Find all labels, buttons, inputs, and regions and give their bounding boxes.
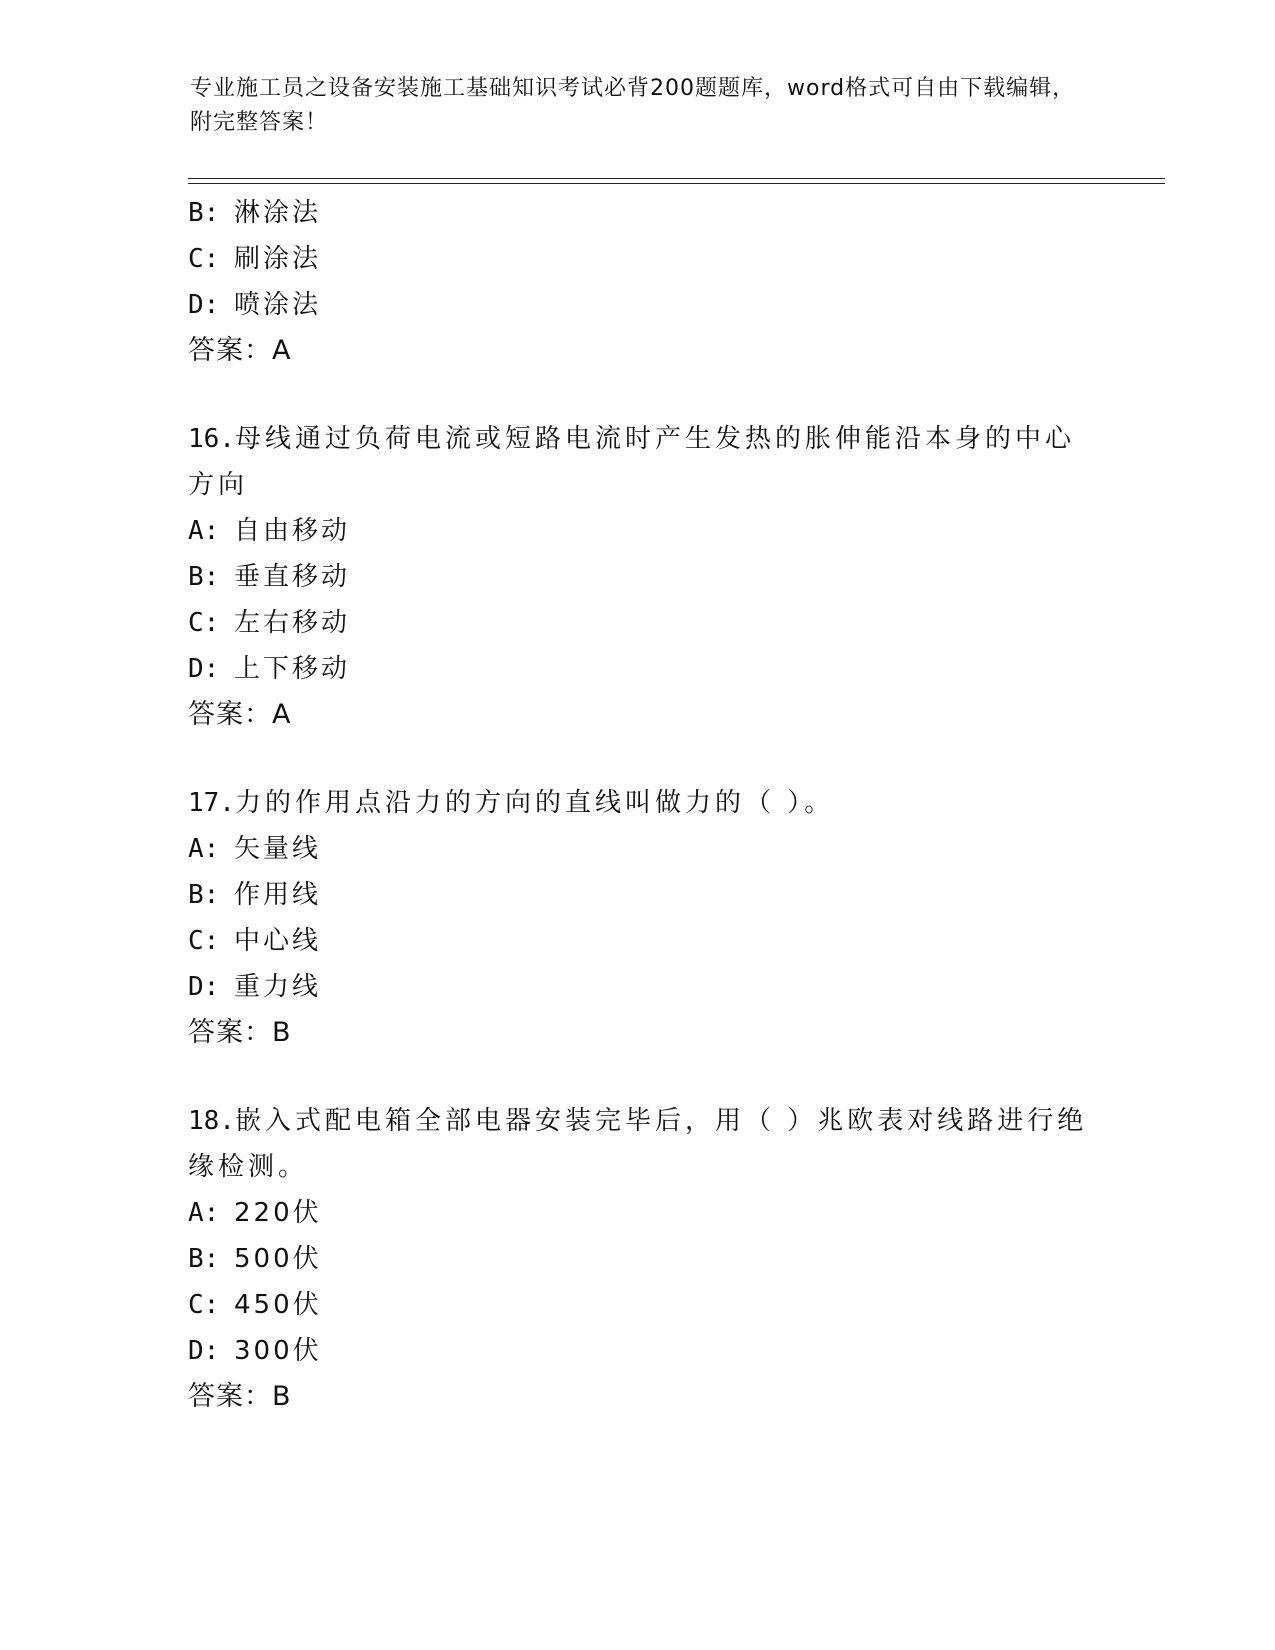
option-text: 矢量线 xyxy=(234,834,322,864)
option-row xyxy=(188,282,1088,328)
question-stem xyxy=(188,416,1088,508)
question-text: 母线通过负荷电流或短路电流时产生发热的胀伸能沿本身的中心方向 xyxy=(188,424,1075,500)
answer-value: B xyxy=(272,1381,292,1412)
option-text: 垂直移动 xyxy=(234,562,351,592)
option-row xyxy=(188,1190,1088,1236)
question-text: 力的作用点沿力的方向的直线叫做力的（ ）。 xyxy=(234,788,835,818)
header-divider-bottom xyxy=(188,183,1165,184)
option-text: 左右移动 xyxy=(234,608,351,638)
option-row xyxy=(188,508,1088,554)
option-letter: D: xyxy=(188,1336,220,1366)
option-row xyxy=(188,1236,1088,1282)
option-text: 300伏 xyxy=(234,1336,322,1366)
answer-line xyxy=(188,1010,1088,1056)
option-letter: A: xyxy=(188,834,220,864)
option-text: 喷涂法 xyxy=(234,290,322,320)
option-row xyxy=(188,646,1088,692)
option-row xyxy=(188,1282,1088,1328)
option-letter: C: xyxy=(188,926,220,956)
question-number: 18. xyxy=(188,1106,235,1136)
answer-value: B xyxy=(272,1017,292,1048)
question-17 xyxy=(188,780,1088,1056)
question-text: 嵌入式配电箱全部电器安装完毕后，用（ ）兆欧表对线路进行绝缘检测。 xyxy=(188,1106,1088,1182)
option-text: 作用线 xyxy=(234,880,322,910)
option-letter: A: xyxy=(188,516,220,546)
option-letter: B: xyxy=(188,880,220,910)
question-spacer xyxy=(188,738,1088,780)
option-letter: D: xyxy=(188,654,220,684)
option-text: 中心线 xyxy=(234,926,322,956)
question-spacer xyxy=(188,1056,1088,1098)
question-stem xyxy=(188,780,1088,826)
document-header: 专业施工员之设备安装施工基础知识考试必背200题题库，word格式可自由下载编辑，附完整答案！ xyxy=(190,76,1076,135)
previous-question-block xyxy=(188,190,1088,374)
answer-line xyxy=(188,1374,1088,1420)
answer-label: 答案： xyxy=(188,1381,272,1412)
answer-line xyxy=(188,692,1088,738)
option-row xyxy=(188,190,1088,236)
option-text: 自由移动 xyxy=(234,516,351,546)
question-list xyxy=(188,190,1088,1420)
option-row xyxy=(188,826,1088,872)
question-spacer xyxy=(188,374,1088,416)
option-letter: D: xyxy=(188,290,220,320)
answer-value: A xyxy=(272,699,292,730)
option-letter: B: xyxy=(188,198,220,228)
option-row xyxy=(188,1328,1088,1374)
question-18 xyxy=(188,1098,1088,1420)
option-text: 上下移动 xyxy=(234,654,351,684)
answer-label: 答案： xyxy=(188,1017,272,1048)
option-letter: C: xyxy=(188,244,220,274)
option-row xyxy=(188,918,1088,964)
question-number: 17. xyxy=(188,788,235,818)
option-letter: A: xyxy=(188,1198,220,1228)
option-letter: D: xyxy=(188,972,220,1002)
option-text: 500伏 xyxy=(234,1244,322,1274)
answer-label: 答案： xyxy=(188,699,272,730)
answer-value: A xyxy=(272,335,292,366)
option-letter: B: xyxy=(188,1244,220,1274)
answer-line xyxy=(188,328,1088,374)
option-row xyxy=(188,600,1088,646)
question-stem xyxy=(188,1098,1088,1190)
option-text: 重力线 xyxy=(234,972,322,1002)
header-divider-top xyxy=(188,178,1165,179)
option-letter: C: xyxy=(188,608,220,638)
option-text: 450伏 xyxy=(234,1290,322,1320)
option-text: 淋涂法 xyxy=(234,198,322,228)
answer-label: 答案： xyxy=(188,335,272,366)
option-letter: B: xyxy=(188,562,220,592)
option-row xyxy=(188,872,1088,918)
option-text: 刷涂法 xyxy=(234,244,322,274)
option-row xyxy=(188,554,1088,600)
option-text: 220伏 xyxy=(234,1198,322,1228)
option-row xyxy=(188,964,1088,1010)
option-letter: C: xyxy=(188,1290,220,1320)
question-number: 16. xyxy=(188,424,235,454)
option-row xyxy=(188,236,1088,282)
question-16 xyxy=(188,416,1088,738)
